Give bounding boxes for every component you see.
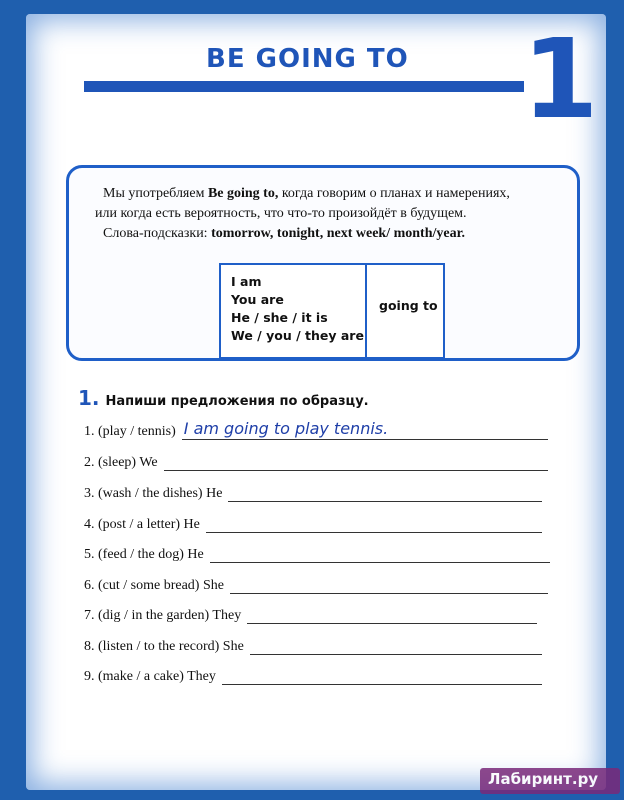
exercise-item xyxy=(84,451,548,471)
page-title: BE GOING TO xyxy=(206,44,409,74)
item-prompt: 2. (sleep) We xyxy=(84,455,158,470)
watermark-logo xyxy=(480,768,620,794)
item-prompt: 1. (play / tennis) xyxy=(84,424,176,439)
exercise-item xyxy=(84,665,542,685)
pronoun-row: You are xyxy=(231,292,284,307)
rule-line-1-prefix: Мы употребляем xyxy=(103,186,208,201)
exercise-item xyxy=(84,513,542,533)
pronoun-row: We / you / they are xyxy=(231,328,364,343)
item-prompt: 6. (cut / some bread) She xyxy=(84,578,224,593)
exercise-item xyxy=(84,543,550,563)
rule-line-3 xyxy=(95,224,565,244)
handwritten-answer: I am going to play tennis. xyxy=(183,419,389,438)
item-prompt: 5. (feed / the dog) He xyxy=(84,547,204,562)
answer-line[interactable] xyxy=(210,544,550,563)
going-to-cell: going to xyxy=(379,298,438,313)
exercise-number: 1. xyxy=(78,386,100,410)
exercise-item xyxy=(84,482,542,502)
answer-line[interactable] xyxy=(206,514,542,533)
unit-number: 1 xyxy=(522,15,599,143)
exercise-header xyxy=(78,386,369,410)
answer-line[interactable] xyxy=(222,666,542,685)
exercise-item xyxy=(84,635,542,655)
rule-line-2: или когда есть вероятность, что что-то произойдёт в будущем. xyxy=(95,206,467,221)
answer-line[interactable] xyxy=(230,575,548,594)
rule-text xyxy=(95,184,565,244)
title-underline-bar xyxy=(84,81,524,92)
answer-line[interactable] xyxy=(164,452,548,471)
answer-line[interactable] xyxy=(228,483,542,502)
pronoun-row: I am xyxy=(231,274,262,289)
item-prompt: 9. (make / a cake) They xyxy=(84,669,216,684)
item-prompt: 7. (dig / in the garden) They xyxy=(84,608,242,623)
exercise-item xyxy=(84,604,537,624)
answer-line[interactable] xyxy=(247,605,537,624)
conjugation-table xyxy=(219,263,445,359)
hint-words-label: Слова-подсказки: xyxy=(103,226,212,241)
exercise-instruction: Напиши предложения по образцу. xyxy=(105,394,369,409)
item-prompt: 4. (post / a letter) He xyxy=(84,517,200,532)
pronoun-row: He / she / it is xyxy=(231,310,328,325)
answer-line[interactable] xyxy=(182,421,548,440)
item-prompt: 8. (listen / to the record) She xyxy=(84,639,244,654)
workbook-page xyxy=(26,14,606,790)
rule-keyword: Be going to, xyxy=(207,186,279,201)
exercise-item xyxy=(84,420,548,440)
answer-line[interactable] xyxy=(250,636,542,655)
hint-words: tomorrow, tonight, next week/ month/year. xyxy=(211,226,466,241)
grammar-rule-box xyxy=(66,165,580,361)
rule-line-1-suffix: когда говорим о планах и намерениях, xyxy=(278,186,510,201)
pronoun-column xyxy=(221,265,367,357)
watermark-text: Лабиринт.ру xyxy=(488,770,599,788)
rule-line-1 xyxy=(95,184,565,204)
item-prompt: 3. (wash / the dishes) He xyxy=(84,486,223,501)
exercise-item xyxy=(84,574,548,594)
